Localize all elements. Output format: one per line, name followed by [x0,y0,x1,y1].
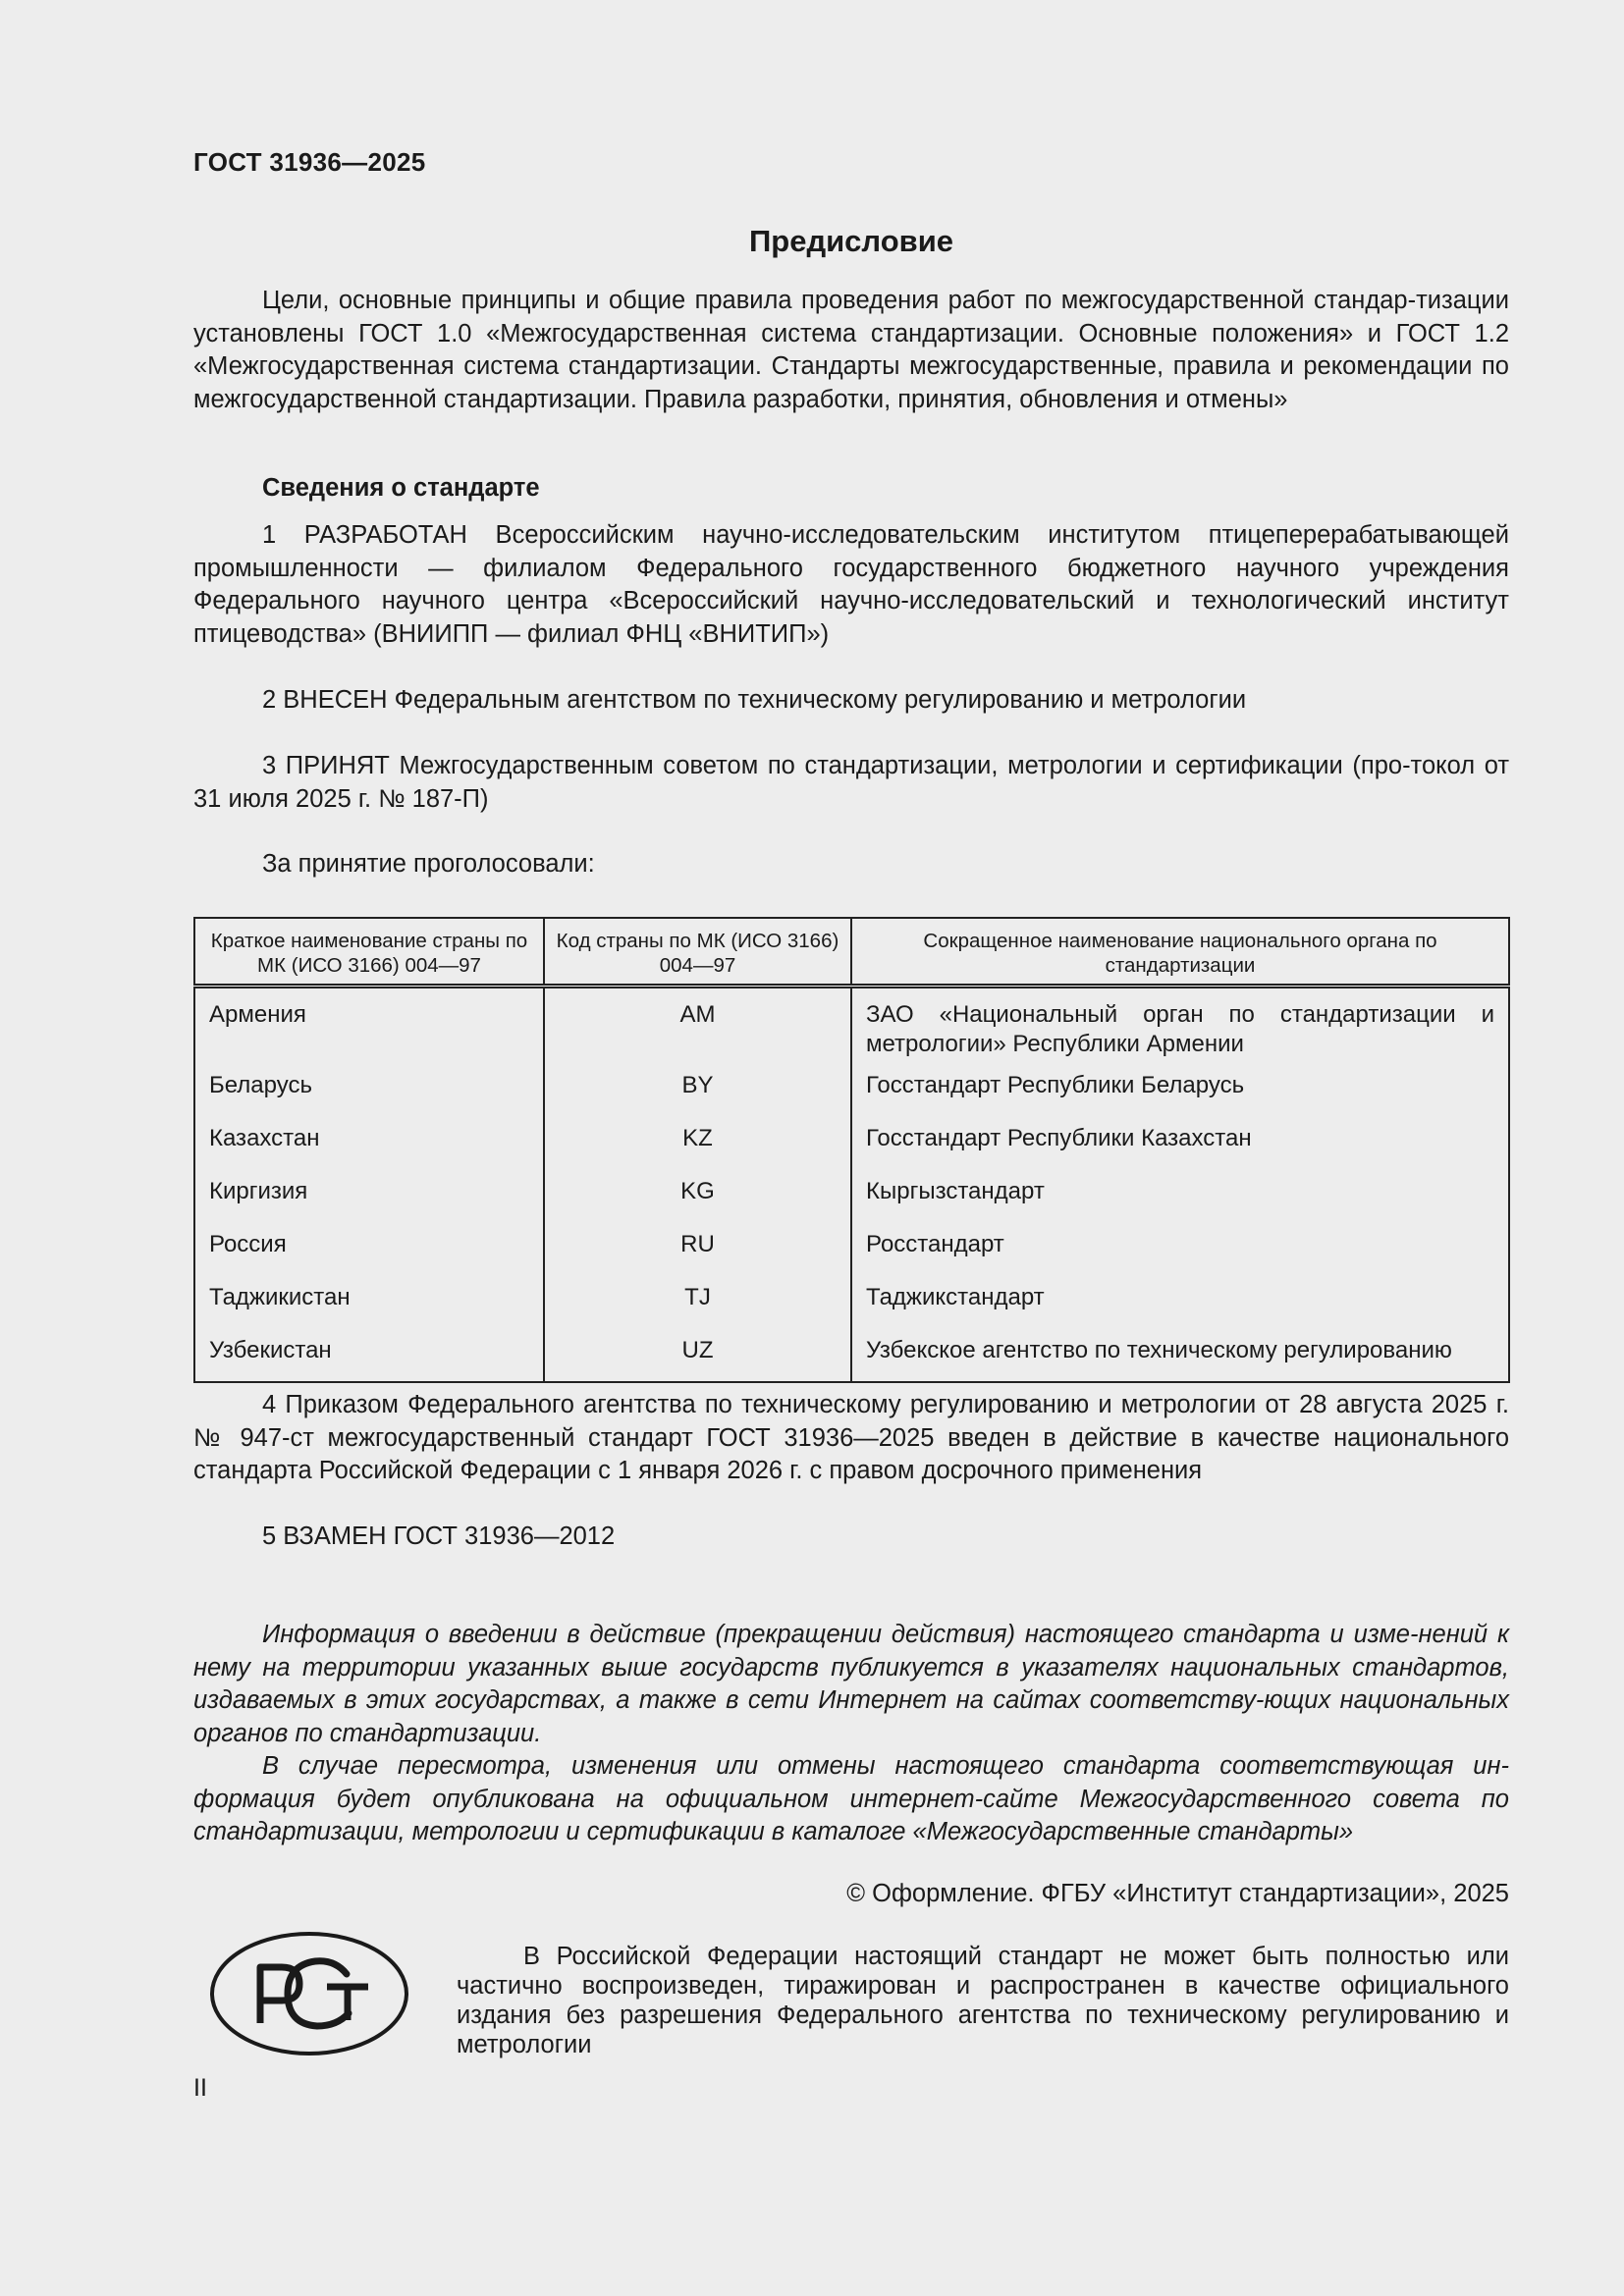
copyright-notice: В Российской Федерации настоящий стандарт не может быть полностью или частично воспроизведен, тиражирован и распространен в качестве официального издания без разрешения Федерального агентства по техническому регулированию и метрологии [457,1943,1509,2058]
document-code: ГОСТ 31936—2025 [193,147,426,177]
cell-country: Казахстан [194,1120,544,1173]
cell-org: Госстандарт Республики Беларусь [851,1067,1509,1120]
item-adopted: 3 ПРИНЯТ Межгосударственным советом по стандартизации, метрологии и сертификации (про-токол от 31 июля 2025 г. № 187-П) [193,752,1509,813]
item-developed: 1 РАЗРАБОТАН Всероссийским научно-исследовательским институтом птицеперерабатывающей промышленности — филиалом Федерального государственного бюджетного научного учреждения Федерального научного центра «Всероссийский научно-исследовательский и технологический институт птицеводства» (ВНИИПП — филиал ФНЦ «ВНИТИП») [193,521,1509,648]
header-country: Краткое наименование страны по МК (ИСО 3166) 004—97 [194,918,544,987]
cell-country: Таджикистан [194,1279,544,1332]
cell-code: KZ [544,1120,851,1173]
table-header-row [194,918,1509,987]
page-title: Предисловие [748,224,953,258]
cell-code: BY [544,1067,851,1120]
item-voted: За принятие проголосовали: [262,850,595,878]
cell-org: Таджикстандарт [851,1279,1509,1332]
voting-table [193,917,1510,1383]
intro-paragraph: Цели, основные принципы и общие правила проведения работ по межгосударственной стандар-тизации установлены ГОСТ 1.0 «Межгосударственная система стандартизации. Основные положения» и ГОСТ 1.2 «Межгосударственная система стандартизации. Стандарты межгосударственные, правила и рекомендации по межгосударственной стандартизации. Правила разработки, принятия, обновления и отмены» [193,287,1509,413]
cell-org: Госстандарт Республики Казахстан [851,1120,1509,1173]
cell-code: UZ [544,1332,851,1382]
cell-org: Кыргызстандарт [851,1173,1509,1226]
cell-country: Киргизия [194,1173,544,1226]
cell-country: Узбекистан [194,1332,544,1382]
cell-code: AM [544,987,851,1068]
cell-org: Узбекское агентство по техническому регулированию [851,1332,1509,1382]
page-number: II [193,2074,207,2102]
item-introduced: 2 ВНЕСЕН Федеральным агентством по техническому регулированию и метрологии [262,686,1247,714]
cell-code: TJ [544,1279,851,1332]
note-publication: Информация о введении в действие (прекращении действия) настоящего стандарта и изме-нений к нему на территории указанных выше государств публикуется в указателях национальных стандартов, издаваемых в этих государствах, а также в сети Интернет на сайтах соответству-ющих национальных органов по стандартизации. [193,1621,1509,1747]
header-org: Сокращенное наименование национального органа по стандартизации [851,918,1509,987]
cell-country: Россия [194,1226,544,1279]
cell-country: Армения [194,987,544,1068]
info-heading: Сведения о стандарте [262,474,540,502]
table-row [194,1067,1509,1120]
cell-code: RU [544,1226,851,1279]
table-row [194,1279,1509,1332]
cell-code: KG [544,1173,851,1226]
item-order: 4 Приказом Федерального агентства по техническому регулированию и метрологии от 28 августа 2025 г. № 947-ст межгосударственный стандарт ГОСТ 31936—2025 введен в действие в качестве национального стандарта Российской Федерации с 1 января 2026 г. с правом досрочного применения [193,1391,1509,1484]
copyright-line: © Оформление. ФГБУ «Институт стандартизации», 2025 [846,1880,1509,1907]
table-row [194,1332,1509,1382]
cell-org: Росстандарт [851,1226,1509,1279]
table-row [194,1226,1509,1279]
table-row [194,987,1509,1068]
note-revision: В случае пересмотра, изменения или отмены настоящего стандарта соответствующая ин-формация будет опубликована на официальном интернет-сайте Межгосударственного совета по стандартизации, метрологии и сертификации в каталоге «Межгосударственные стандарты» [193,1752,1509,1845]
item-replaces: 5 ВЗАМЕН ГОСТ 31936—2012 [262,1522,616,1550]
table-row [194,1173,1509,1226]
header-code: Код страны по МК (ИСО 3166) 004—97 [544,918,851,987]
cell-country: Беларусь [194,1067,544,1120]
rst-logo-icon [209,1930,410,2057]
table-row [194,1120,1509,1173]
cell-org: ЗАО «Национальный орган по стандартизации и метрологии» Республики Армении [851,987,1509,1068]
